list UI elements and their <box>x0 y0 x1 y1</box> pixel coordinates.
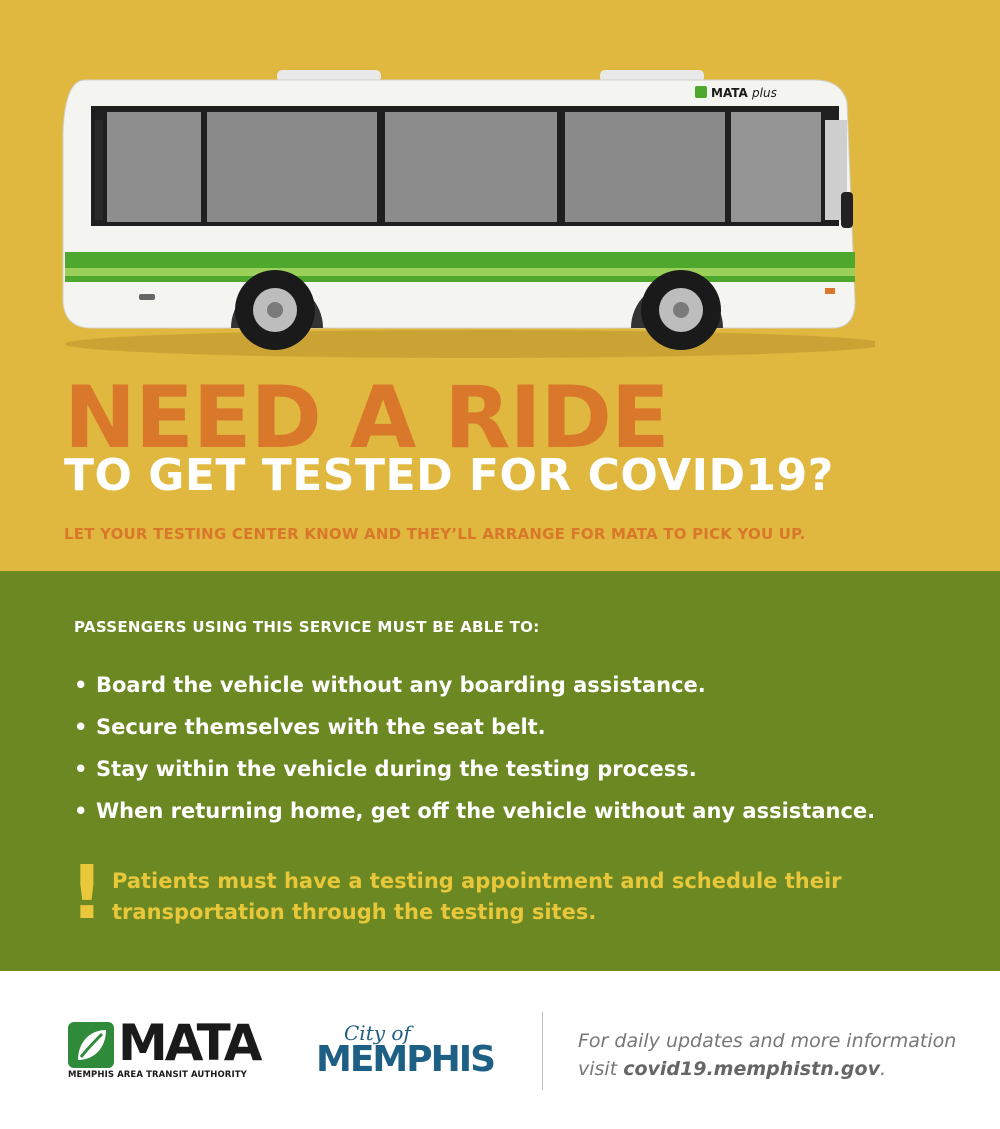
info-url-link[interactable]: covid19.memphistn.gov <box>623 1058 880 1080</box>
requirements-list <box>74 664 875 832</box>
info-line-1: For daily updates and more information <box>578 1030 957 1052</box>
bus-brand-suffix: plus <box>752 86 777 100</box>
headline: NEED A RIDE <box>64 368 669 468</box>
city-name: MEMPHIS <box>316 1039 495 1080</box>
list-item: • When returning home, get off the vehicle without any assistance. <box>74 790 875 832</box>
city-of-memphis-logo <box>316 1022 496 1082</box>
requirements-title: PASSENGERS USING THIS SERVICE MUST BE ABLE TO: <box>74 618 540 636</box>
bus-illustration <box>55 62 875 362</box>
city-of-label: City of <box>344 1021 411 1045</box>
list-item: • Board the vehicle without any boarding assistance. <box>74 664 875 706</box>
svg-text:MATA plus <box>711 86 777 100</box>
mata-wordmark: MATA <box>118 1014 260 1072</box>
info-prefix: visit <box>578 1058 624 1080</box>
list-item: • Secure themselves with the seat belt. <box>74 706 875 748</box>
exclamation-icon: ! <box>70 850 104 936</box>
info-line-2 <box>578 1055 956 1083</box>
footer-divider <box>542 1012 543 1090</box>
list-item: • Stay within the vehicle during the testing process. <box>74 748 875 790</box>
notice-text: Patients must have a testing appointment and schedule their transportation through the testing sites. <box>112 869 842 924</box>
leaf-icon <box>68 1022 114 1068</box>
mata-subtitle: MEMPHIS AREA TRANSIT AUTHORITY <box>68 1070 247 1080</box>
info-suffix: . <box>879 1058 887 1080</box>
tagline: LET YOUR TESTING CENTER KNOW AND THEY’LL ARRANGE FOR MATA TO PICK YOU UP. <box>64 525 806 543</box>
info-text <box>578 1027 956 1083</box>
bus-brand-label: MATA <box>711 86 748 100</box>
subheadline: TO GET TESTED FOR COVID19? <box>64 450 834 501</box>
mata-logo <box>68 1014 268 1084</box>
